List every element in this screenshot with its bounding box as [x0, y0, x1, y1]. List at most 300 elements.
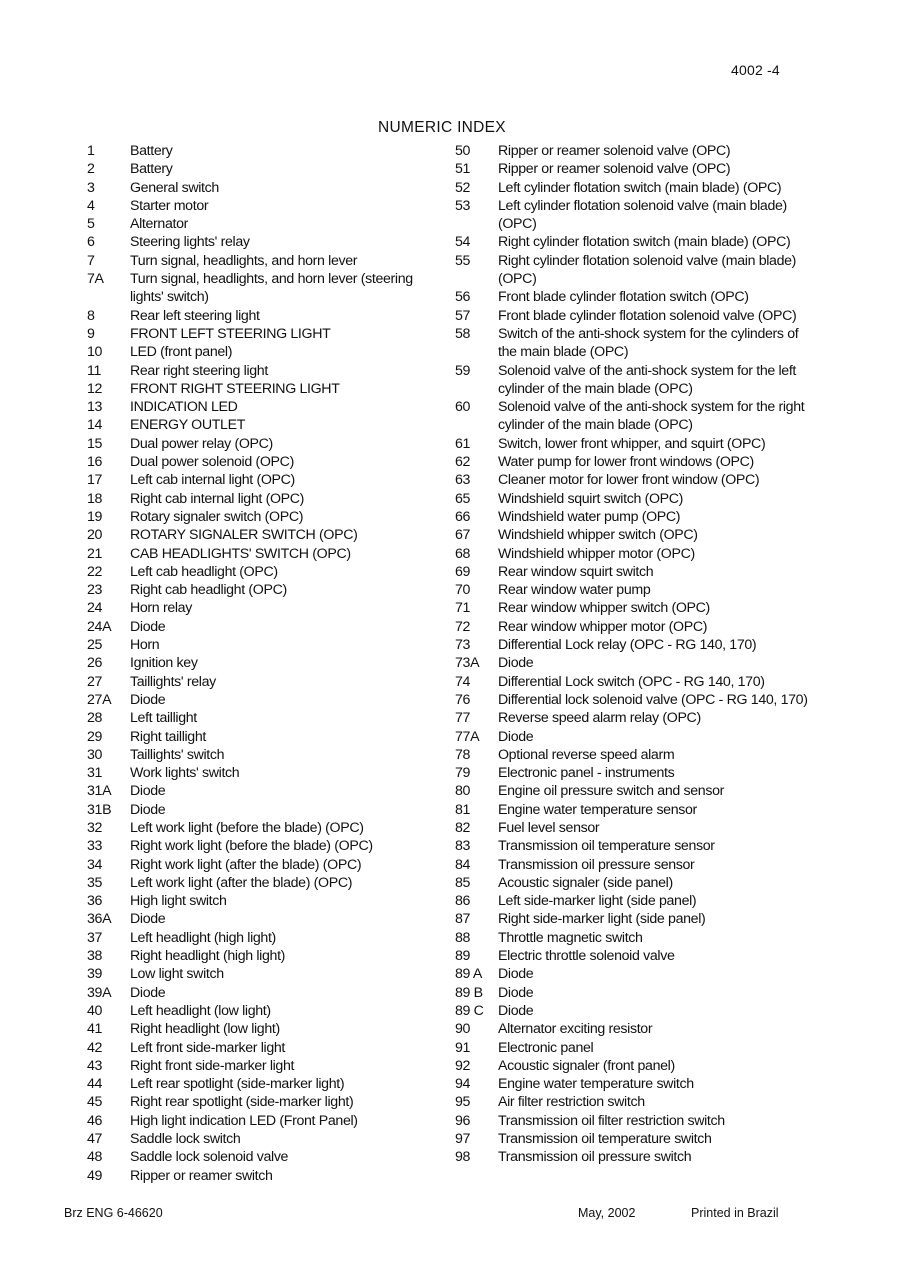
- entry-description: Low light switch: [130, 966, 224, 983]
- entry-number: 78: [455, 746, 471, 763]
- index-entry: [87, 618, 432, 636]
- index-entry: [455, 563, 810, 581]
- entry-description: Electric throttle solenoid valve: [498, 948, 675, 965]
- index-entry: [87, 691, 432, 709]
- entry-number: 25: [87, 637, 103, 654]
- entry-number: 31A: [87, 783, 112, 800]
- index-entry: [87, 819, 432, 837]
- entry-description: Left cab headlight (OPC): [130, 563, 278, 580]
- entry-number: 10: [87, 344, 103, 361]
- entry-number: 89 C: [455, 1002, 484, 1019]
- entry-description: Horn relay: [130, 600, 192, 617]
- entry-description: Solenoid valve of the anti-shock system for the left cylinder of the main blade (OPC): [498, 362, 797, 397]
- index-entry: [455, 307, 810, 325]
- entry-description: Windshield squirt switch (OPC): [498, 490, 684, 507]
- entry-description: Ripper or reamer solenoid valve (OPC): [498, 143, 731, 159]
- index-entry: [87, 545, 432, 563]
- index-entry: [87, 910, 432, 928]
- index-entry: [455, 471, 810, 489]
- index-entry: [455, 398, 810, 435]
- index-entry: [87, 892, 432, 910]
- entry-number: 32: [87, 819, 103, 836]
- entry-number: 39A: [87, 984, 112, 1001]
- entry-description: Cleaner motor for lower front window (OPC): [498, 472, 760, 489]
- entry-number: 19: [87, 508, 103, 525]
- entry-description: Starter motor: [130, 197, 209, 214]
- entry-description: High light switch: [130, 893, 227, 910]
- entry-number: 21: [87, 545, 103, 562]
- index-entry: [87, 801, 432, 819]
- entry-description: Rear left steering light: [130, 307, 260, 324]
- index-entry: [455, 252, 810, 289]
- entry-description: Ignition key: [130, 655, 198, 672]
- index-entry: [87, 1002, 432, 1020]
- entry-description: Left cylinder flotation switch (main blade) (OPC): [498, 179, 782, 196]
- entry-number: 49: [87, 1167, 103, 1184]
- entry-number: 76: [455, 691, 471, 708]
- entry-number: 16: [87, 454, 103, 471]
- entry-description: Taillights' switch: [130, 746, 225, 763]
- index-entry: [87, 636, 432, 654]
- entry-number: 54: [455, 234, 471, 251]
- entry-description: Alternator exciting resistor: [498, 1021, 653, 1038]
- entry-number: 77: [455, 710, 471, 727]
- entry-description: Alternator: [130, 216, 189, 233]
- index-entry: [455, 691, 810, 709]
- index-entry: [87, 984, 432, 1002]
- entry-description: Throttle magnetic switch: [498, 929, 643, 946]
- index-entry: [87, 1148, 432, 1166]
- entry-number: 91: [455, 1039, 471, 1056]
- index-entry: [455, 1057, 810, 1075]
- entry-description: LED (front panel): [130, 344, 233, 361]
- index-entry: [87, 380, 432, 398]
- entry-description: High light indication LED (Front Panel): [130, 1112, 358, 1129]
- index-entry: [455, 179, 810, 197]
- entry-description: Right headlight (high light): [130, 948, 286, 965]
- entry-description: Rear right steering light: [130, 362, 268, 379]
- entry-description: Diode: [498, 728, 534, 745]
- entry-description: Left cab internal light (OPC): [130, 472, 295, 489]
- index-entry: [455, 1002, 810, 1020]
- entry-number: 68: [455, 545, 471, 562]
- index-entry: [455, 673, 810, 691]
- entry-description: Right work light (before the blade) (OPC): [130, 838, 373, 855]
- entry-description: Right front side-marker light: [130, 1057, 295, 1074]
- entry-number: 24A: [87, 618, 112, 635]
- index-entry: [87, 1039, 432, 1057]
- entry-description: Diode: [498, 984, 534, 1001]
- index-entry: [87, 471, 432, 489]
- entry-number: 51: [455, 161, 471, 178]
- entry-number: 2: [87, 161, 95, 178]
- entry-number: 7A: [87, 271, 104, 288]
- index-entry: [87, 179, 432, 197]
- entry-number: 14: [87, 417, 103, 434]
- entry-number: 8: [87, 307, 95, 324]
- entry-number: 42: [87, 1039, 103, 1056]
- entry-number: 36A: [87, 911, 112, 928]
- entry-number: 39: [87, 966, 103, 983]
- index-entry: [455, 1020, 810, 1038]
- entry-description: Diode: [498, 966, 534, 983]
- entry-description: Rear window squirt switch: [498, 563, 654, 580]
- index-entry: [87, 142, 432, 160]
- entry-description: INDICATION LED: [130, 399, 238, 416]
- entry-description: Water pump for lower front windows (OPC): [498, 454, 754, 471]
- index-entry: [87, 215, 432, 233]
- entry-description: Switch of the anti-shock system for the cylinders of the main blade (OPC): [498, 325, 799, 361]
- index-entry: [87, 709, 432, 727]
- index-entry: [87, 728, 432, 746]
- index-entry: [455, 435, 810, 453]
- index-entry: [87, 362, 432, 380]
- index-entry: [455, 490, 810, 508]
- entry-number: 63: [455, 472, 471, 489]
- entry-number: 45: [87, 1094, 103, 1111]
- entry-number: 88: [455, 929, 471, 946]
- index-entry: [87, 233, 432, 251]
- entry-number: 48: [87, 1149, 103, 1166]
- page-title: NUMERIC INDEX: [378, 119, 506, 136]
- entry-description: Engine water temperature switch: [498, 1076, 694, 1093]
- entry-number: 82: [455, 819, 471, 836]
- entry-description: Battery: [130, 161, 173, 178]
- entry-number: 17: [87, 472, 103, 489]
- entry-number: 89 A: [455, 966, 483, 983]
- index-entry: [455, 984, 810, 1002]
- index-entry: [455, 1112, 810, 1130]
- entry-number: 43: [87, 1057, 103, 1074]
- entry-number: 98: [455, 1149, 471, 1166]
- index-entry: [455, 581, 810, 599]
- entry-number: 72: [455, 618, 471, 635]
- index-entry: [87, 947, 432, 965]
- index-entry: [455, 325, 810, 362]
- entry-description: Left side-marker light (side panel): [498, 893, 697, 910]
- index-entry: [87, 343, 432, 361]
- entry-description: Solenoid valve of the anti-shock system for the right cylinder of the main blade (OPC): [498, 399, 805, 434]
- index-entry: [87, 526, 432, 544]
- index-entry: [455, 526, 810, 544]
- index-entry: [87, 1093, 432, 1111]
- entry-description: Front blade cylinder flotation switch (OPC): [498, 289, 749, 306]
- index-entry: [455, 160, 810, 178]
- index-entry: [87, 1057, 432, 1075]
- entry-description: Diode: [498, 655, 534, 672]
- index-entry: [87, 764, 432, 782]
- entry-number: 92: [455, 1057, 471, 1074]
- index-column-right: [455, 142, 810, 1167]
- entry-description: Windshield water pump (OPC): [498, 508, 681, 525]
- entry-number: 1: [87, 143, 95, 159]
- index-entry: [455, 929, 810, 947]
- entry-description: Differential lock solenoid valve (OPC - RG 140, 170): [498, 691, 808, 708]
- index-entry: [87, 874, 432, 892]
- entry-description: Differential Lock switch (OPC - RG 140, 170): [498, 673, 765, 690]
- entry-description: FRONT LEFT STEERING LIGHT: [130, 325, 331, 342]
- entry-description: ENERGY OUTLET: [130, 417, 246, 434]
- index-entry: [455, 545, 810, 563]
- entry-description: Right cab internal light (OPC): [130, 490, 305, 507]
- index-entry: [455, 508, 810, 526]
- entry-description: Right cab headlight (OPC): [130, 582, 287, 599]
- entry-number: 4: [87, 197, 95, 214]
- entry-description: CAB HEADLIGHTS' SWITCH (OPC): [130, 545, 351, 562]
- index-entry: [455, 837, 810, 855]
- entry-description: Left cylinder flotation solenoid valve (main blade) (OPC): [498, 197, 787, 233]
- entry-description: General switch: [130, 179, 219, 196]
- index-entry: [455, 892, 810, 910]
- entry-number: 94: [455, 1076, 471, 1093]
- entry-number: 24: [87, 600, 103, 617]
- entry-description: Battery: [130, 143, 173, 159]
- index-entry: [455, 874, 810, 892]
- entry-description: Reverse speed alarm relay (OPC): [498, 710, 701, 727]
- index-entry: [87, 197, 432, 215]
- entry-description: Rotary signaler switch (OPC): [130, 508, 304, 525]
- entry-description: Left headlight (low light): [130, 1002, 271, 1019]
- index-entry: [455, 801, 810, 819]
- entry-number: 20: [87, 527, 103, 544]
- entry-number: 53: [455, 197, 471, 214]
- entry-description: Left work light (before the blade) (OPC): [130, 819, 364, 836]
- index-entry: [87, 307, 432, 325]
- entry-number: 85: [455, 874, 471, 891]
- index-entry: [87, 1130, 432, 1148]
- entry-number: 36: [87, 893, 103, 910]
- entry-description: Left headlight (high light): [130, 929, 276, 946]
- index-entry: [87, 1020, 432, 1038]
- entry-number: 27A: [87, 691, 112, 708]
- index-entry: [455, 197, 810, 234]
- entry-number: 30: [87, 746, 103, 763]
- entry-description: Right work light (after the blade) (OPC): [130, 856, 362, 873]
- entry-description: Right rear spotlight (side-marker light): [130, 1094, 354, 1111]
- entry-number: 96: [455, 1112, 471, 1129]
- footer-document-code: Brz ENG 6-46620: [64, 1206, 163, 1220]
- index-entry: [455, 654, 810, 672]
- entry-number: 38: [87, 948, 103, 965]
- index-entry: [455, 965, 810, 983]
- entry-number: 58: [455, 325, 471, 342]
- entry-number: 35: [87, 874, 103, 891]
- entry-description: Transmission oil pressure sensor: [498, 856, 695, 873]
- entry-number: 50: [455, 143, 471, 159]
- entry-number: 56: [455, 289, 471, 306]
- entry-description: Diode: [130, 691, 166, 708]
- entry-number: 18: [87, 490, 103, 507]
- entry-description: Optional reverse speed alarm: [498, 746, 675, 763]
- entry-description: Differential Lock relay (OPC - RG 140, 170): [498, 637, 757, 654]
- entry-description: Diode: [130, 984, 166, 1001]
- entry-description: Air filter restriction switch: [498, 1094, 645, 1111]
- index-entry: [87, 782, 432, 800]
- index-entry: [87, 325, 432, 343]
- index-entry: [455, 746, 810, 764]
- index-entry: [455, 1039, 810, 1057]
- entry-number: 89: [455, 948, 471, 965]
- index-entry: [455, 947, 810, 965]
- index-entry: [455, 910, 810, 928]
- index-entry: [87, 563, 432, 581]
- entry-description: Right cylinder flotation solenoid valve (main blade) (OPC): [498, 252, 797, 288]
- index-entry: [87, 1112, 432, 1130]
- entry-description: Windshield whipper switch (OPC): [498, 527, 698, 544]
- entry-number: 90: [455, 1021, 471, 1038]
- entry-number: 86: [455, 893, 471, 910]
- index-entry: [87, 1075, 432, 1093]
- entry-description: Steering lights' relay: [130, 234, 250, 251]
- entry-description: Transmission oil filter restriction switch: [498, 1112, 725, 1129]
- entry-number: 62: [455, 454, 471, 471]
- entry-number: 3: [87, 179, 95, 196]
- footer-printed-in: Printed in Brazil: [691, 1206, 779, 1220]
- index-entry: [455, 599, 810, 617]
- index-entry: [455, 728, 810, 746]
- index-entry: [87, 837, 432, 855]
- entry-number: 71: [455, 600, 471, 617]
- entry-description: FRONT RIGHT STEERING LIGHT: [130, 380, 340, 397]
- index-entry: [87, 252, 432, 270]
- index-entry: [87, 453, 432, 471]
- index-entry: [87, 270, 432, 307]
- entry-description: Engine oil pressure switch and sensor: [498, 783, 725, 800]
- entry-description: Saddle lock solenoid valve: [130, 1149, 289, 1166]
- entry-number: 27: [87, 673, 103, 690]
- entry-number: 41: [87, 1021, 103, 1038]
- entry-number: 69: [455, 563, 471, 580]
- index-column-left: [87, 142, 432, 1185]
- entry-description: Horn: [130, 637, 160, 654]
- entry-description: Rear window whipper motor (OPC): [498, 618, 708, 635]
- entry-number: 13: [87, 399, 103, 416]
- entry-number: 52: [455, 179, 471, 196]
- index-entry: [87, 746, 432, 764]
- entry-number: 26: [87, 655, 103, 672]
- entry-description: Right side-marker light (side panel): [498, 911, 706, 928]
- entry-description: Transmission oil pressure switch: [498, 1149, 692, 1166]
- entry-description: Switch, lower front whipper, and squirt (OPC): [498, 435, 766, 452]
- entry-number: 57: [455, 307, 471, 324]
- entry-number: 70: [455, 582, 471, 599]
- index-entry: [455, 709, 810, 727]
- index-entry: [87, 435, 432, 453]
- entry-number: 7: [87, 252, 95, 269]
- entry-description: Work lights' switch: [130, 765, 240, 782]
- entry-description: Dual power relay (OPC): [130, 435, 273, 452]
- entry-description: Electronic panel: [498, 1039, 594, 1056]
- entry-number: 37: [87, 929, 103, 946]
- page-number: 4002 -4: [731, 62, 780, 78]
- entry-description: Acoustic signaler (front panel): [498, 1057, 675, 1074]
- entry-description: Diode: [130, 618, 166, 635]
- entry-number: 6: [87, 234, 95, 251]
- entry-description: Electronic panel - instruments: [498, 765, 675, 782]
- entry-number: 95: [455, 1094, 471, 1111]
- index-entry: [87, 965, 432, 983]
- entry-number: 33: [87, 838, 103, 855]
- entry-number: 66: [455, 508, 471, 525]
- entry-description: Diode: [498, 1002, 534, 1019]
- index-entry: [455, 1130, 810, 1148]
- entry-number: 97: [455, 1131, 471, 1148]
- index-entry: [87, 490, 432, 508]
- entry-description: Transmission oil temperature sensor: [498, 838, 715, 855]
- index-entry: [455, 764, 810, 782]
- entry-number: 83: [455, 838, 471, 855]
- index-entry: [87, 581, 432, 599]
- entry-number: 5: [87, 216, 95, 233]
- index-entry: [455, 782, 810, 800]
- entry-number: 61: [455, 435, 471, 452]
- entry-number: 31B: [87, 801, 112, 818]
- entry-description: Left work light (after the blade) (OPC): [130, 874, 353, 891]
- index-entry: [455, 142, 810, 160]
- index-entry: [455, 453, 810, 471]
- entry-number: 77A: [455, 728, 480, 745]
- entry-number: 22: [87, 563, 103, 580]
- entry-description: Diode: [130, 911, 166, 928]
- index-entry: [455, 1075, 810, 1093]
- entry-number: 40: [87, 1002, 103, 1019]
- entry-number: 28: [87, 710, 103, 727]
- entry-description: Ripper or reamer solenoid valve (OPC): [498, 161, 731, 178]
- entry-number: 74: [455, 673, 471, 690]
- entry-number: 67: [455, 527, 471, 544]
- entry-description: Diode: [130, 783, 166, 800]
- index-entry: [87, 673, 432, 691]
- entry-description: Transmission oil temperature switch: [498, 1131, 712, 1148]
- entry-description: Diode: [130, 801, 166, 818]
- index-entry: [87, 929, 432, 947]
- entry-number: 12: [87, 380, 103, 397]
- entry-number: 81: [455, 801, 471, 818]
- index-entry: [87, 160, 432, 178]
- entry-number: 89 B: [455, 984, 483, 1001]
- entry-description: Ripper or reamer switch: [130, 1167, 273, 1184]
- index-entry: [455, 362, 810, 399]
- entry-description: Engine water temperature sensor: [498, 801, 697, 818]
- entry-description: Left front side-marker light: [130, 1039, 285, 1056]
- entry-description: Taillights' relay: [130, 673, 216, 690]
- entry-description: Rear window whipper switch (OPC): [498, 600, 710, 617]
- index-entry: [87, 654, 432, 672]
- index-entry: [455, 618, 810, 636]
- index-entry: [87, 398, 432, 416]
- index-entry: [455, 636, 810, 654]
- entry-number: 29: [87, 728, 103, 745]
- entry-description: Rear window water pump: [498, 582, 651, 599]
- entry-description: Turn signal, headlights, and horn lever (steering lights' switch): [130, 271, 413, 306]
- entry-number: 73: [455, 637, 471, 654]
- entry-number: 31: [87, 765, 103, 782]
- entry-description: Front blade cylinder flotation solenoid valve (OPC): [498, 307, 797, 324]
- entry-number: 46: [87, 1112, 103, 1129]
- entry-description: Right cylinder flotation switch (main blade) (OPC): [498, 234, 791, 251]
- index-entry: [87, 416, 432, 434]
- entry-number: 73A: [455, 655, 480, 672]
- entry-number: 55: [455, 252, 471, 269]
- entry-description: Windshield whipper motor (OPC): [498, 545, 695, 562]
- index-entry: [455, 1093, 810, 1111]
- index-entry: [455, 1148, 810, 1166]
- index-entry: [455, 819, 810, 837]
- index-entry: [87, 856, 432, 874]
- entry-number: 79: [455, 765, 471, 782]
- entry-description: Dual power solenoid (OPC): [130, 454, 294, 471]
- index-entry: [455, 233, 810, 251]
